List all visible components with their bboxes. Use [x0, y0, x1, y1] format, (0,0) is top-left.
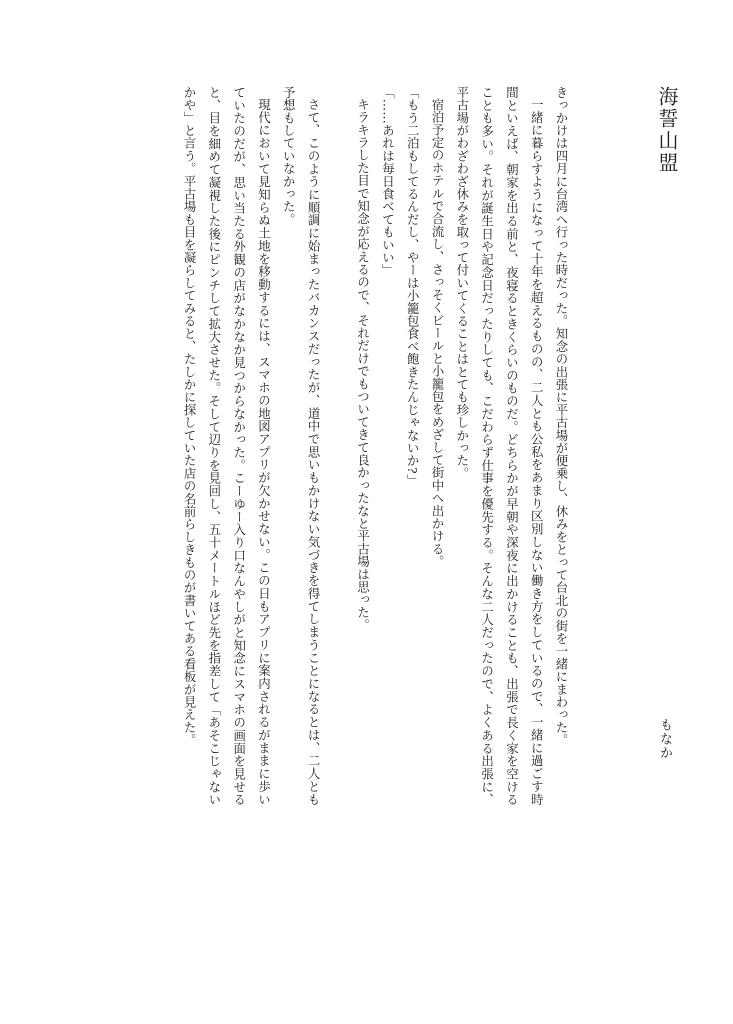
paragraph-1: きっかけは四月に台湾へ行った時だった。知念の出張に平古場が便乗し、休みをとって台北の街を一緒にまわった。 — [554, 86, 569, 747]
paragraph-5: さて、このように順調に始まったバカンスだったが、道中で思いもかけない気づきを得てしまうことになるとは、二人とも予想もしていなかった。 — [281, 86, 322, 806]
author-name: もなか — [657, 718, 672, 760]
paragraph-6: 現代において見知らぬ土地を移動するには、スマホの地図アプリが欠かせない。この日もアプリに案内されるがままに歩いていたのだが、思い当たる外観の店がなかなか見つからなかった。こーゆー入り口なんやしがと知念にスマホの画面を見せると、目を細めて凝視した後にピンチして拡大させた。そして辺りを見回し、五十メートルほど先を指差して「あそこじゃないかや」と言う。平古場も目を凝らしてみると、たしかに探していた店の名前らしきものが書いてある看板が見えた。 — [182, 86, 272, 806]
dialogue-line-2: 「……あれは毎日食べてもいい」 — [380, 86, 396, 277]
section-break — [325, 86, 350, 806]
paragraph-4: キラキラした目で知念が応えるので、それだけでもついてきて良かったなと平古場は思った。 — [355, 98, 371, 632]
paragraph-3: 宿泊予定のホテルで合流し、さっそくビールと小籠包をめざして街中へ出かける。 — [430, 98, 446, 569]
story-title: 海誓山盟 — [655, 86, 679, 174]
paragraph-2: 一緒に暮らすようになって十年を超えるものの、二人とも公私をあまり区別しない働き方をしているので、一緒に過ごす時間といえば、朝家を出る前と、夜寝るときくらいのものだ。どちらかが早朝や深夜に出かけることも、出張で長く家を空けることも多い。それが誕生日や記念日だったりしても、こだわらず仕事を優先する。そんな二人だったので、よくある出張に、平古場がわざわざ休みを取って付いてくることはとても珍しかった。 — [454, 86, 545, 806]
story-body — [53, 86, 573, 806]
dialogue-line-1: 「もう二泊もしてるんだし、やーは小籠包食べ飽きたんじゃないか?」 — [405, 86, 421, 487]
